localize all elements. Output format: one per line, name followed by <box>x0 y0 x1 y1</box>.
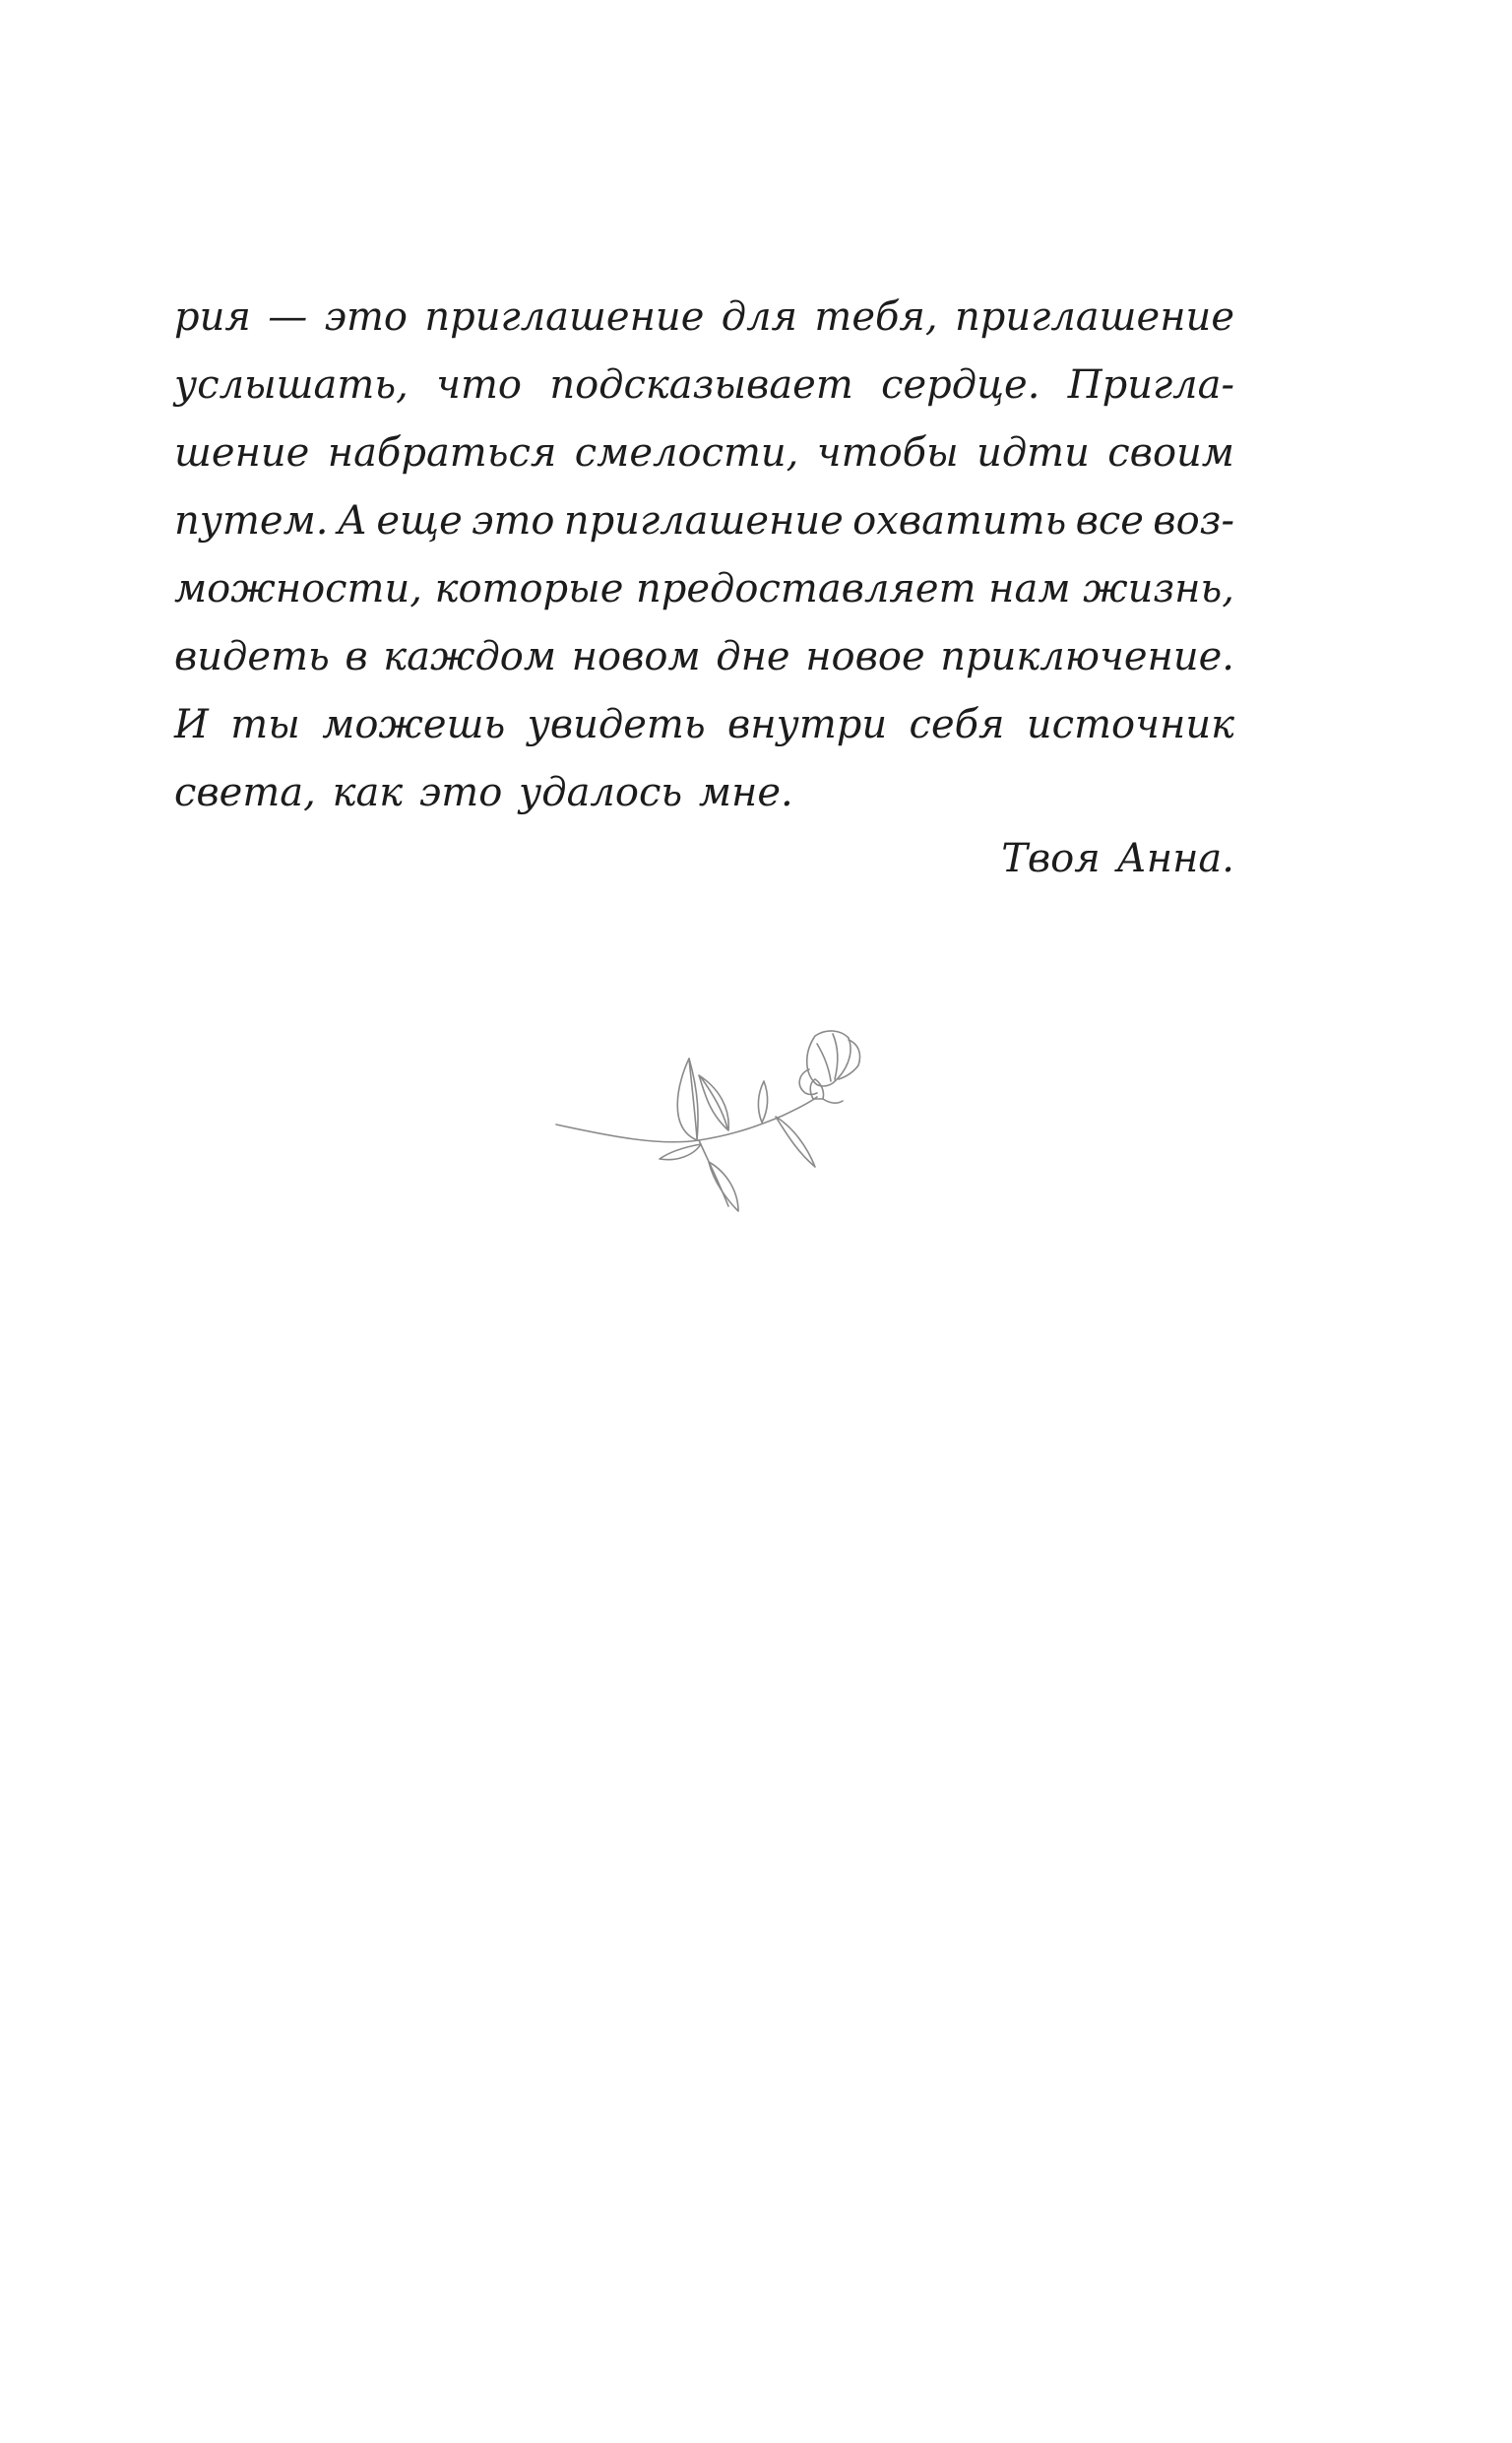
word: — <box>268 294 308 340</box>
word: новом <box>571 634 701 679</box>
signature: Твоя Анна. <box>1001 836 1234 881</box>
word: охватить <box>852 498 1067 544</box>
text-line <box>174 352 1234 419</box>
word: увидеть <box>527 702 706 747</box>
word: это <box>472 498 555 544</box>
text-line <box>174 623 1234 691</box>
word: себя <box>909 702 1005 747</box>
word: все <box>1075 498 1144 544</box>
text-line <box>174 555 1234 623</box>
word: рия <box>174 294 251 340</box>
word: смелости, <box>574 430 799 476</box>
word: можешь <box>322 702 506 747</box>
word: своим <box>1107 430 1234 476</box>
body-text <box>174 284 1234 827</box>
word: которые <box>434 566 624 611</box>
text-line: света, как это удалось мне. <box>174 770 793 815</box>
word: внутри <box>727 702 888 747</box>
word: И <box>174 702 209 747</box>
text-line <box>174 487 1234 555</box>
word: чтобы <box>816 430 959 476</box>
word: это <box>324 294 408 340</box>
word: в <box>345 634 368 679</box>
word: А <box>337 498 368 544</box>
word: путем. <box>174 498 329 544</box>
word: видеть <box>174 634 330 679</box>
word: тебя, <box>814 294 938 340</box>
word: сердце. <box>881 362 1040 408</box>
word: еще <box>376 498 463 544</box>
text-line <box>174 691 1234 759</box>
word: подсказывает <box>549 362 853 408</box>
text-line <box>174 284 1234 352</box>
word: нам <box>988 566 1071 611</box>
word: жизнь, <box>1083 566 1234 611</box>
word: Пригла- <box>1067 362 1234 408</box>
word: источник <box>1026 702 1234 747</box>
word: приглашение <box>563 498 844 544</box>
word: что <box>436 362 523 408</box>
word: новое <box>805 634 925 679</box>
word: предоставляет <box>636 566 976 611</box>
word: приглашение <box>424 294 705 340</box>
flower-sprig-icon <box>551 1014 866 1221</box>
word: приключение. <box>940 634 1234 679</box>
word: для <box>721 294 798 340</box>
word: воз- <box>1153 498 1234 544</box>
word: услышать, <box>174 362 409 408</box>
word: шение <box>174 430 310 476</box>
word: каждом <box>383 634 557 679</box>
word: можности, <box>174 566 422 611</box>
word: идти <box>976 430 1090 476</box>
word: дне <box>716 634 790 679</box>
text-line <box>174 419 1234 487</box>
word: приглашение <box>954 294 1234 340</box>
word: ты <box>230 702 300 747</box>
word: набраться <box>327 430 557 476</box>
